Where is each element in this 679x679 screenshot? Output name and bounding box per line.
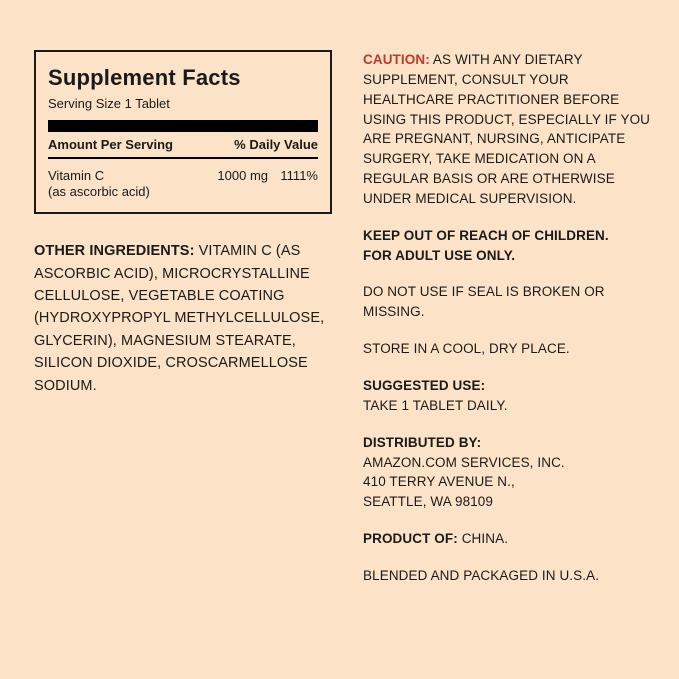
distributed-by-label: DISTRIBUTED BY: bbox=[363, 434, 482, 450]
nutrient-source: (as ascorbic acid) bbox=[48, 183, 150, 199]
nutrient-amount: 1000 mg bbox=[217, 167, 268, 183]
keep-out-of-reach-line: KEEP OUT OF REACH OF CHILDREN. bbox=[363, 227, 609, 243]
supplement-facts-title: Supplement Facts bbox=[48, 65, 241, 90]
keep-out-of-reach-block bbox=[363, 226, 663, 266]
table-row bbox=[48, 159, 318, 183]
suggested-use-label: SUGGESTED USE: bbox=[363, 377, 486, 393]
caution-label: CAUTION: bbox=[363, 52, 430, 67]
nutrient-name: Vitamin C bbox=[48, 167, 105, 183]
distributor-city: SEATTLE, WA 98109 bbox=[363, 494, 494, 510]
column-amount-per-serving: Amount Per Serving bbox=[48, 136, 173, 152]
distributed-by-block bbox=[363, 433, 663, 512]
facts-table-header bbox=[48, 137, 318, 159]
adult-use-only-line: FOR ADULT USE ONLY. bbox=[363, 247, 516, 263]
other-ingredients-block bbox=[34, 240, 334, 397]
other-ingredients-label: OTHER INGREDIENTS: bbox=[34, 243, 195, 260]
product-of-block bbox=[363, 529, 663, 549]
serving-size: Serving Size 1 Tablet bbox=[48, 96, 170, 112]
left-column bbox=[34, 50, 334, 397]
storage-instructions: STORE IN A COOL, DRY PLACE. bbox=[363, 341, 570, 357]
product-of-label: PRODUCT OF: bbox=[363, 531, 458, 547]
supplement-facts-panel bbox=[34, 50, 332, 214]
thick-divider bbox=[48, 120, 318, 132]
distributor-street: 410 TERRY AVENUE N., bbox=[363, 474, 515, 490]
suggested-use-text: TAKE 1 TABLET DAILY. bbox=[363, 397, 508, 413]
suggested-use-block bbox=[363, 376, 663, 416]
caution-paragraph bbox=[363, 50, 663, 209]
distributor-name: AMAZON.COM SERVICES, INC. bbox=[363, 454, 565, 470]
product-of-value: CHINA. bbox=[457, 531, 509, 547]
seal-warning: DO NOT USE IF SEAL IS BROKEN OR MISSING. bbox=[363, 284, 605, 320]
blended-packaged-note: BLENDED AND PACKAGED IN U.S.A. bbox=[363, 567, 600, 583]
other-ingredients-text: VITAMIN C (AS ASCORBIC ACID), MICROCRYSTALLINE CELLULOSE, VEGETABLE COATING (HYDROXYPROPYL METHYLCELLULOSE, GLYCERIN), MAGNESIUM STEARATE, SILICON DIOXIDE, CROSCARMELLOSE SODIUM. bbox=[34, 243, 325, 394]
nutrient-daily-value: 1111% bbox=[280, 167, 318, 183]
caution-text: AS WITH ANY DIETARY SUPPLEMENT, CONSULT YOUR HEALTHCARE PRACTITIONER BEFORE USING THIS PRODUCT, ESPECIALLY IF YOU ARE PREGNANT, NURSING, ANTICIPATE SURGERY, TAKE MEDICATION ON A REGULAR BASIS OR ARE OTHERWISE UNDER MEDICAL SUPERVISION. bbox=[363, 52, 651, 206]
column-daily-value: % Daily Value bbox=[234, 136, 318, 152]
right-column bbox=[363, 50, 663, 603]
